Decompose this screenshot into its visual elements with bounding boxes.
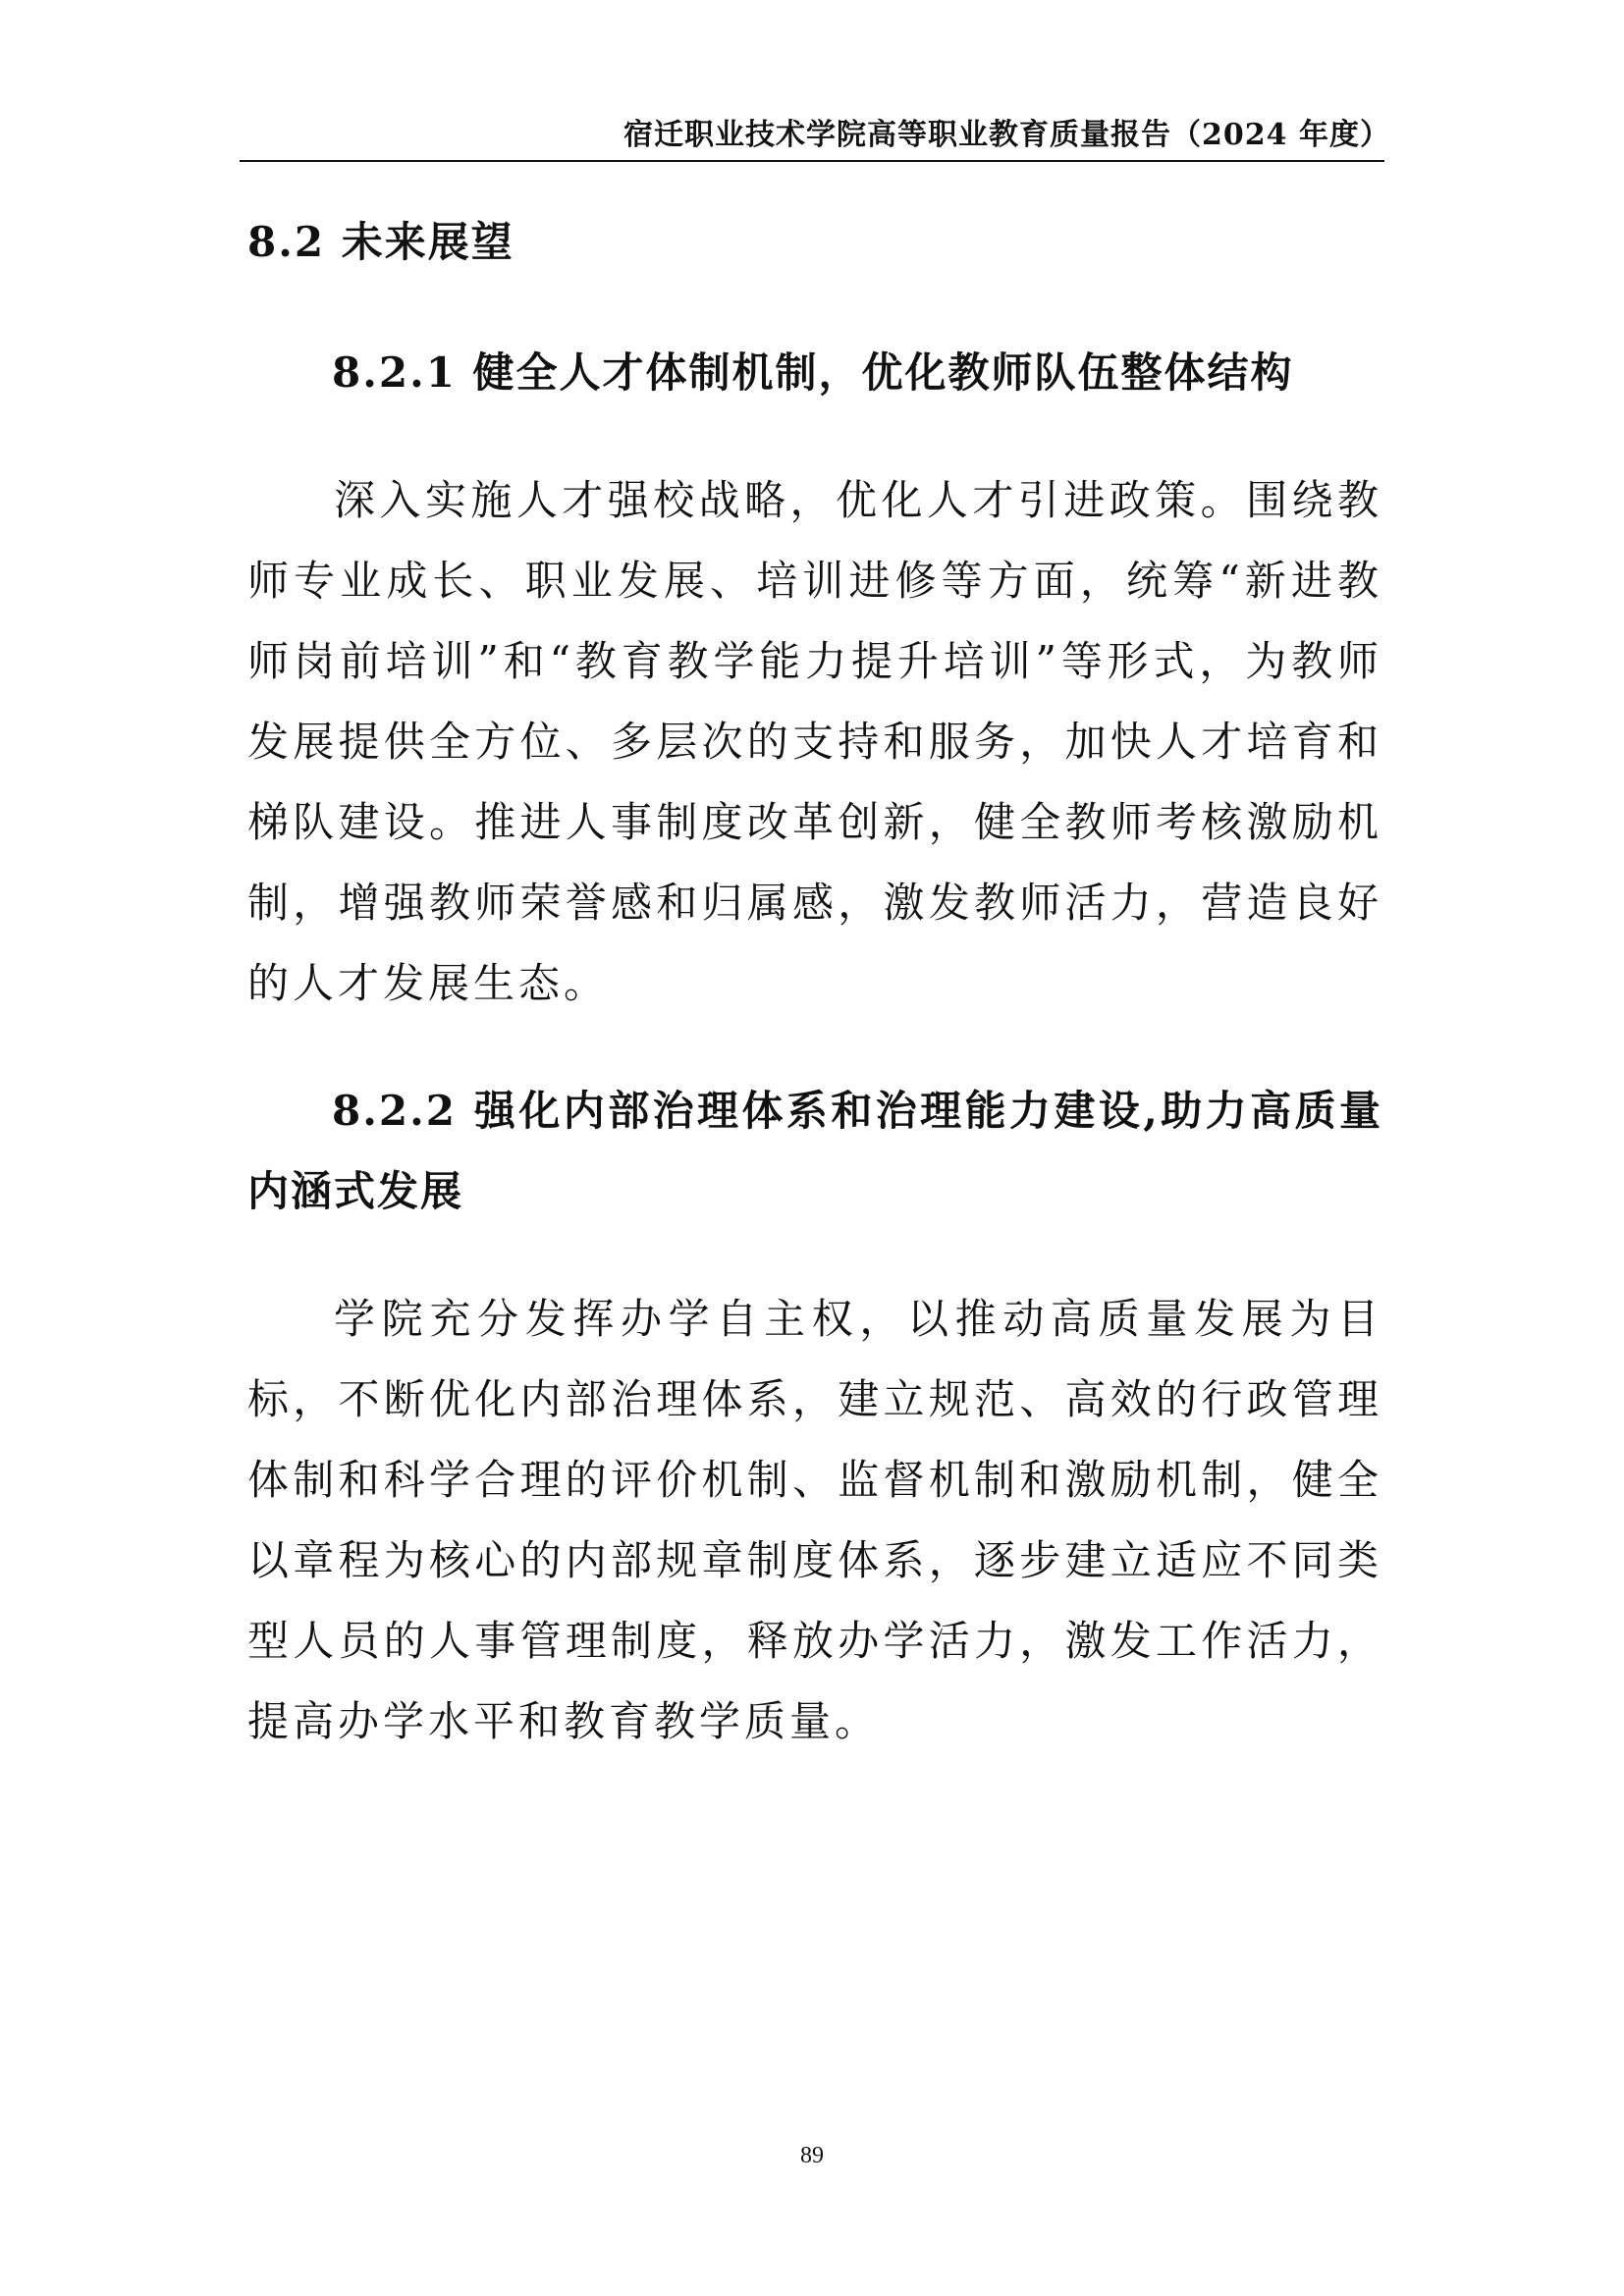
subsection-heading-8-2-2: 8.2.2 强化内部治理体系和治理能力建设,助力高质量内涵式发展 [247, 1087, 1382, 1215]
paragraph-8-2-1: 深入实施人才强校战略，优化人才引进政策。围绕教师专业成长、职业发展、培训进修等方面，统筹“新进教师岗前培训”和“教育教学能力提升培训”等形式，为教师发展提供全方位、多层次的支持和服务，加快人才培育和梯队建设。推进人事制度改革创新，健全教师考核激励机制，增强教师荣誉感和归属感，激发教师活力，营造良好的人才发展生态。 [247, 476, 1382, 1007]
page-content [247, 201, 1382, 1762]
running-header: 宿迁职业技术学院高等职业教育质量报告（2024 年度） [623, 118, 1390, 152]
subsection-heading-8-2-1: 8.2.1 健全人才体制机制，优化教师队伍整体结构 [332, 348, 1294, 397]
paragraph-8-2-2: 学院充分发挥办学自主权，以推动高质量发展为目标，不断优化内部治理体系，建立规范、高效的行政管理体制和科学合理的评价机制、监督机制和激励机制，健全以章程为核心的内部规章制度体系，逐步建立适应不同类型人员的人事管理制度，释放办学活力，激发工作活力，提高办学水平和教育教学质量。 [247, 1295, 1382, 1745]
section-heading: 8.2 未来展望 [247, 218, 514, 266]
page-number: 89 [800, 2143, 824, 2168]
header-rule [240, 160, 1384, 162]
